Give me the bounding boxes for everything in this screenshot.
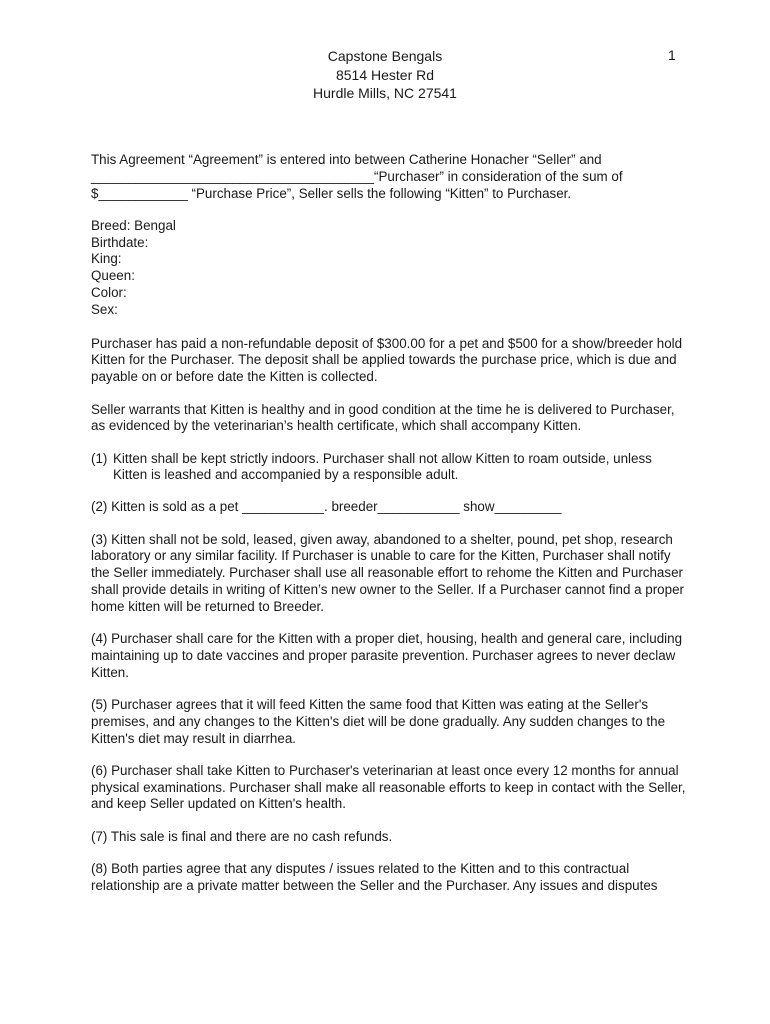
clause-4: (4) Purchaser shall care for the Kitten with a proper diet, housing, health and general care, including maintaining up to date vaccines and proper parasite prevention. Purchaser agrees to never declaw Kitten. (91, 631, 683, 680)
kitten-details (91, 218, 689, 319)
queen-field: Queen: (91, 268, 135, 284)
birthdate-field: Birthdate: (91, 234, 149, 250)
clause-1 (91, 451, 689, 485)
clause-1-number: (1) (91, 450, 108, 466)
clause-3: (3) Kitten shall not be sold, leased, given away, abandoned to a shelter, pound, pet shop, research laboratory or any similar facility. If Purchaser is unable to care for the Kitten, Purchaser shall notify the Seller immediately. Purchaser shall use all reasonable effort to rehome the Kitten and Purchaser shall provide details in writing of Kitten’s new owner to the Seller. If a Purchaser cannot find a proper home kitten will be returned to Breeder. (91, 531, 684, 614)
page-number: 1 (668, 47, 676, 63)
street-address: 8514 Hester Rd (335, 66, 435, 83)
clause-6: (6) Purchaser shall take Kitten to Purchaser's veterinarian at least once every 12 months for annual physical examinations. Purchaser shall make all reasonable efforts to keep in contact with the Seller, and keep Seller updated on Kitten's health. (91, 762, 686, 812)
intro-line-1: This Agreement “Agreement” is entered into between Catherine Honacher “Seller” and (91, 152, 602, 167)
color-field: Color: (91, 285, 127, 301)
intro-line-2: ______________________________________“Purchaser” in consideration of the sum of (91, 168, 623, 184)
intro-paragraph (91, 152, 689, 202)
business-name: Capstone Bengals (327, 48, 443, 64)
clause-2: (2) Kitten is sold as a pet ___________. breeder___________ show_________ (91, 499, 562, 515)
letterhead (0, 47, 770, 103)
intro-line-3: $____________ “Purchase Price”, Seller sells the following “Kitten” to Purchaser. (91, 185, 572, 201)
clause-1-text: Kitten shall be kept strictly indoors. Purchaser shall not allow Kitten to roam outside, unless Kitten is leashed and accompanied by a responsible adult. (113, 450, 652, 483)
clause-8: (8) Both parties agree that any disputes / issues related to the Kitten and to this contractual relationship are a private matter between the Seller and the Purchaser. Any issues and disputes (91, 861, 658, 893)
sex-field: Sex: (91, 301, 118, 317)
agreement-body (91, 152, 689, 910)
king-field: King: (91, 251, 122, 267)
breed-field: Breed: Bengal (91, 217, 176, 233)
deposit-paragraph: Purchaser has paid a non-refundable deposit of $300.00 for a pet and $500 for a show/breeder hold Kitten for the Purchaser. The deposit shall be applied towards the purchase price, which is due and payable on or before date the Kitten is collected. (91, 335, 683, 385)
clause-7: (7) This sale is final and there are no cash refunds. (91, 828, 393, 844)
city-state-zip: Hurdle Mills, NC 27541 (313, 85, 457, 101)
clause-5: (5) Purchaser agrees that it will feed Kitten the same food that Kitten was eating at the Seller's premises, and any changes to the Kitten's diet will be done gradually. Any sudden changes to the Kitten's diet may result in diarrhea. (91, 696, 666, 746)
warranty-paragraph: Seller warrants that Kitten is healthy and in good condition at the time he is delivered to Purchaser, as evidenced by the veterinarian’s health certificate, which shall accompany Kitten. (91, 401, 675, 434)
